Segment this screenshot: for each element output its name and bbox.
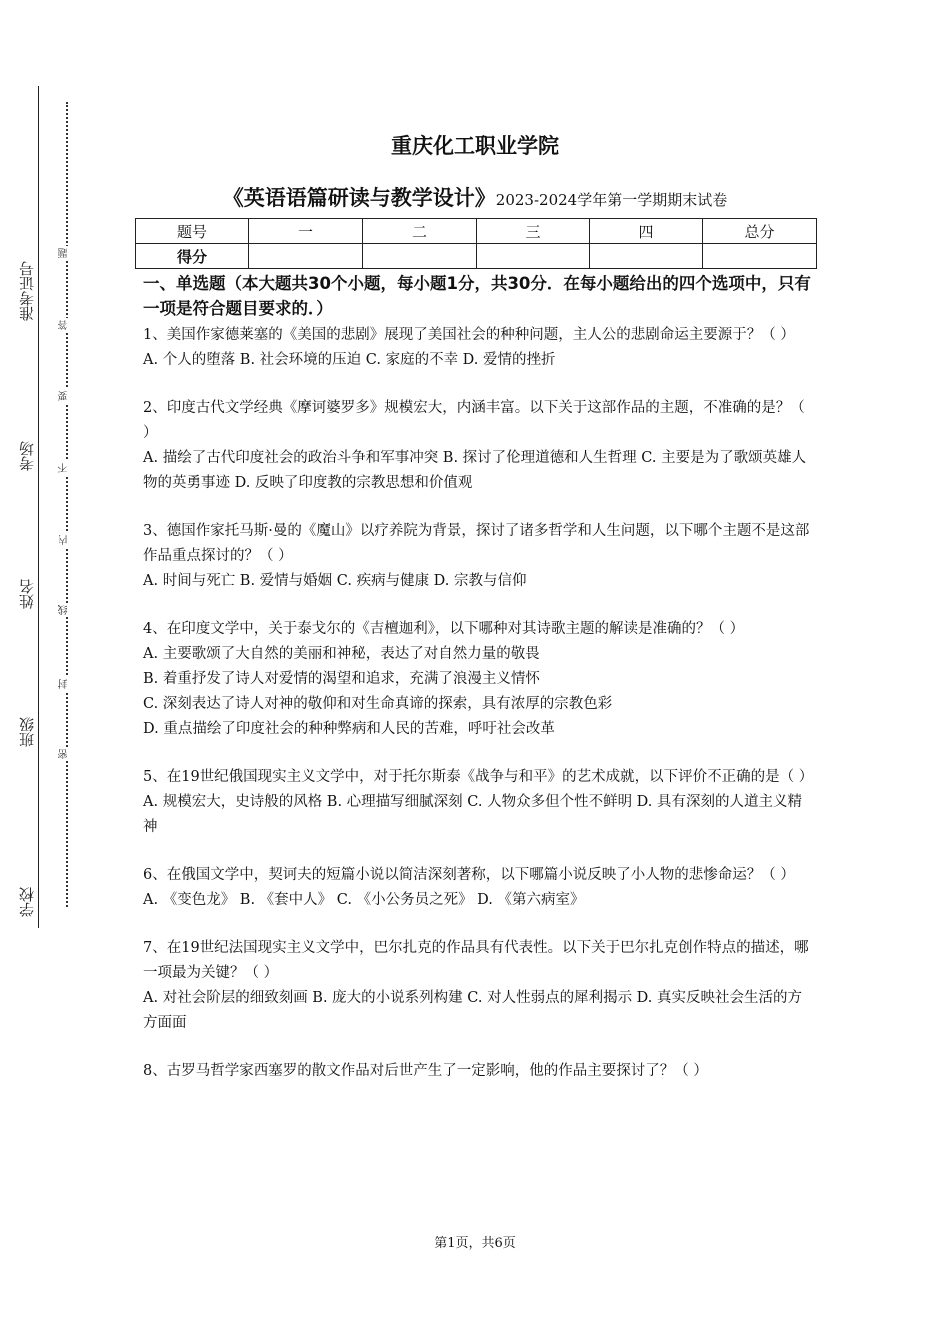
question-option: A. 主要歌颂了大自然的美丽和神秘，表达了对自然力量的敬畏 — [143, 646, 540, 662]
score-table-cell: 三 — [477, 219, 590, 244]
question-options: A. 时间与死亡 B. 爱情与婚姻 C. 疾病与健康 D. 宗教与信仰 — [143, 573, 527, 589]
question-options: A. 描绘了古代印度社会的政治斗争和军事冲突 B. 探讨了伦理道德和人生哲理 C. 主要是为了歌颂英雄人物的英勇事迹 D. 反映了印度教的宗教思想和价值观 — [143, 450, 807, 491]
seal-mark: 内 — [59, 535, 70, 545]
question — [143, 617, 813, 742]
section-heading: 一、单选题（本大题共30个小题，每小题1分，共30分．在每小题给出的四个选项中，只有一项是符合题目要求的．） — [143, 274, 811, 318]
question — [143, 863, 813, 913]
exam-number-field-label: 准考证号 — [20, 258, 35, 324]
binding-line — [38, 86, 39, 928]
class-field-label: 班级 — [20, 714, 35, 750]
seal-mark: 题 — [59, 248, 70, 258]
seal-mark: 要 — [59, 391, 70, 401]
school-field-label: 学校 — [20, 884, 35, 920]
question-stem: 4、在印度文学中，关于泰戈尔的《吉檀迦利》，以下哪种对其诗歌主题的解读是准确的？（ ） — [143, 621, 745, 637]
score-blank-cell — [703, 244, 817, 269]
question-stem: 6、在俄国文学中，契诃夫的短篇小说以简洁深刻著称，以下哪篇小说反映了小人物的悲惨命运？（ ） — [143, 867, 795, 883]
question-content — [143, 271, 813, 1107]
question-options: A. 个人的堕落 B. 社会环境的压迫 C. 家庭的不幸 D. 爱情的挫折 — [143, 352, 556, 368]
question — [143, 765, 813, 840]
score-blank-cell — [363, 244, 477, 269]
question-stem: 7、在19世纪法国现实主义文学中，巴尔扎克的作品具有代表性。以下关于巴尔扎克创作特点的描述，哪一项最为关键？（ ） — [143, 940, 809, 981]
question-option: D. 重点描绘了印度社会的种种弊病和人民的苦难，呼吁社会改革 — [143, 721, 555, 737]
score-table-score-row — [136, 244, 817, 269]
seal-mark: 线 — [59, 605, 70, 615]
question-stem: 3、德国作家托马斯·曼的《魔山》以疗养院为背景，探讨了诸多哲学和人生问题，以下哪个主题不是这部作品重点探讨的？（ ） — [143, 523, 810, 564]
term-title: 2023-2024学年第一学期期末试卷 — [495, 191, 728, 209]
page-footer: 第1页，共6页 — [434, 1236, 516, 1251]
question-options: A. 对社会阶层的细致刻画 B. 庞大的小说系列构建 C. 对人性弱点的犀利揭示 D. 真实反映社会生活的方方面面 — [143, 990, 803, 1031]
score-blank-cell — [590, 244, 703, 269]
score-table-header-row — [136, 219, 817, 244]
score-table-cell: 得分 — [136, 244, 249, 269]
seal-mark: 答 — [59, 320, 70, 330]
question — [143, 396, 813, 496]
question — [143, 519, 813, 594]
score-blank-cell — [249, 244, 363, 269]
name-field-label: 姓名 — [20, 576, 35, 612]
score-table-cell: 总分 — [703, 219, 817, 244]
seal-mark: 密 — [59, 749, 70, 759]
seal-mark: 封 — [59, 679, 70, 689]
exam-title — [0, 182, 950, 212]
question-option: B. 着重抒发了诗人对爱情的渴望和追求，充满了浪漫主义情怀 — [143, 671, 540, 687]
score-table-cell: 一 — [249, 219, 363, 244]
score-table-cell: 四 — [590, 219, 703, 244]
question — [143, 936, 813, 1036]
question-option: C. 深刻表达了诗人对神的敬仰和对生命真谛的探索，具有浓厚的宗教色彩 — [143, 696, 613, 712]
question-stem: 1、美国作家德莱塞的《美国的悲剧》展现了美国社会的种种问题，主人公的悲剧命运主要源于？（ ） — [143, 327, 795, 343]
school-title: 重庆化工职业学院 — [391, 134, 559, 158]
question-options: A. 规模宏大，史诗般的风格 B. 心理描写细腻深刻 C. 人物众多但个性不鲜明 D. 具有深刻的人道主义精神 — [143, 794, 803, 835]
score-blank-cell — [477, 244, 590, 269]
score-table-cell: 题号 — [136, 219, 249, 244]
seal-mark: 不 — [59, 463, 70, 473]
seal-dotted-line — [66, 102, 68, 907]
question — [143, 323, 813, 373]
question — [143, 1059, 813, 1084]
question-stem: 2、印度古代文学经典《摩诃婆罗多》规模宏大，内涵丰富。以下关于这部作品的主题，不准确的是？（ ） — [143, 400, 805, 441]
score-table — [135, 218, 817, 269]
course-title: 《英语语篇研读与教学设计》 — [222, 186, 496, 210]
question-stem: 5、在19世纪俄国现实主义文学中，对于托尔斯泰《战争与和平》的艺术成就，以下评价不正确的是（ ） — [143, 769, 814, 785]
score-table-cell: 二 — [363, 219, 477, 244]
exam-room-field-label: 考场 — [20, 438, 35, 474]
question-stem: 8、古罗马哲学家西塞罗的散文作品对后世产生了一定影响，他的作品主要探讨了？（ ） — [143, 1063, 708, 1079]
question-options: A. 《变色龙》 B. 《套中人》 C. 《小公务员之死》 D. 《第六病室》 — [143, 892, 585, 908]
